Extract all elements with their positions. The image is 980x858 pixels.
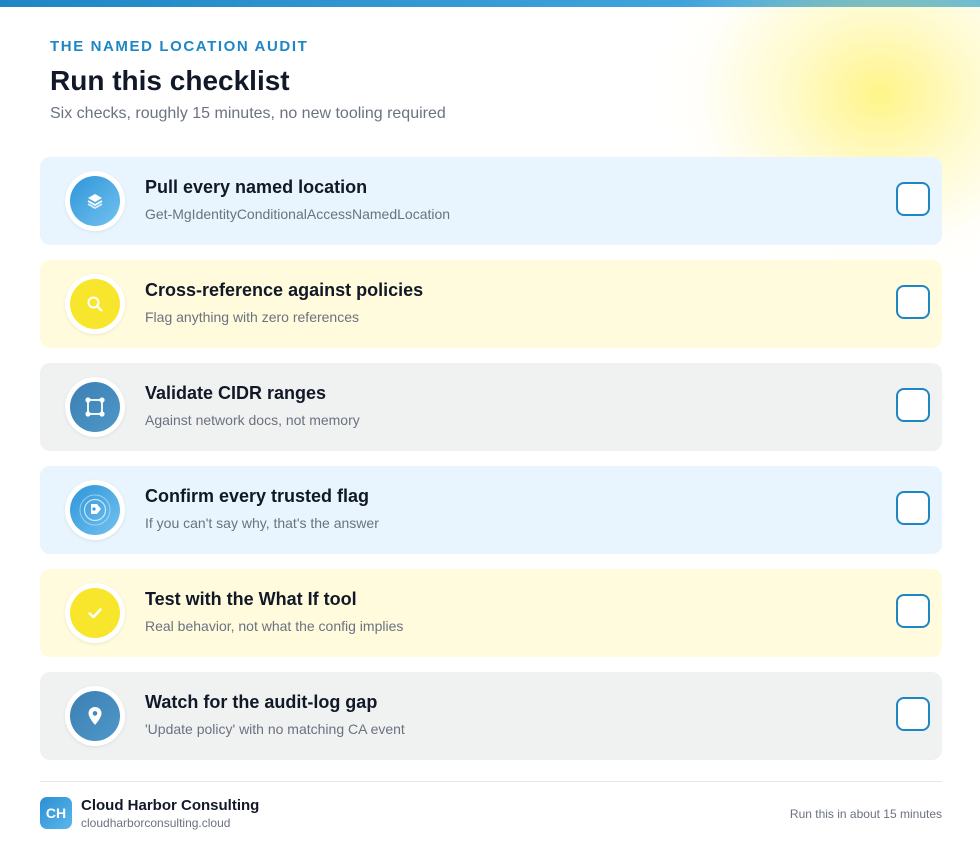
item-subtitle: Against network docs, not memory: [145, 412, 360, 428]
layers-icon: [70, 176, 120, 226]
checklist-item: [40, 157, 942, 245]
item-checkbox[interactable]: [896, 697, 930, 731]
icon-badge: [65, 480, 125, 540]
checklist-item: [40, 672, 942, 760]
icon-badge: [65, 274, 125, 334]
footer-note: Run this in about 15 minutes: [789, 807, 942, 821]
checkmark-icon: [70, 588, 120, 638]
item-subtitle: Get-MgIdentityConditionalAccessNamedLocation: [145, 206, 451, 222]
company-url[interactable]: cloudharborconsulting.cloud: [81, 816, 231, 830]
checklist-item: [40, 569, 942, 657]
checklist-item: [40, 466, 942, 554]
item-title: Cross-reference against policies: [145, 280, 424, 300]
company-name: Cloud Harbor Consulting: [81, 797, 260, 814]
icon-badge: [65, 377, 125, 437]
page-header: [50, 38, 750, 124]
top-accent-bar: [0, 0, 980, 7]
network-nodes-icon: [70, 382, 120, 432]
checklist-item: [40, 363, 942, 451]
item-checkbox[interactable]: [896, 491, 930, 525]
item-title: Confirm every trusted flag: [145, 486, 370, 506]
item-title: Pull every named location: [145, 177, 368, 197]
icon-badge: [65, 583, 125, 643]
footer-divider: [40, 781, 942, 782]
location-pin-icon: [70, 691, 120, 741]
tag-radar-icon: [70, 485, 120, 535]
checklist-item: [40, 260, 942, 348]
page-subtitle: Six checks, roughly 15 minutes, no new tooling required: [50, 105, 446, 122]
item-subtitle: If you can't say why, that's the answer: [145, 515, 379, 531]
item-title: Validate CIDR ranges: [145, 383, 327, 403]
item-title: Watch for the audit-log gap: [145, 692, 378, 712]
eyebrow-label: THE NAMED LOCATION AUDIT: [50, 38, 309, 55]
search-icon: [70, 279, 120, 329]
item-title: Test with the What If tool: [145, 589, 357, 609]
item-checkbox[interactable]: [896, 285, 930, 319]
company-logo: CH: [40, 797, 72, 829]
checklist: [40, 157, 942, 775]
item-checkbox[interactable]: [896, 182, 930, 216]
item-checkbox[interactable]: [896, 594, 930, 628]
item-subtitle: 'Update policy' with no matching CA event: [145, 721, 405, 737]
item-checkbox[interactable]: [896, 388, 930, 422]
item-subtitle: Flag anything with zero references: [145, 309, 359, 325]
icon-badge: [65, 171, 125, 231]
icon-badge: [65, 686, 125, 746]
item-subtitle: Real behavior, not what the config implies: [145, 618, 404, 634]
page-title: Run this checklist: [50, 65, 290, 96]
